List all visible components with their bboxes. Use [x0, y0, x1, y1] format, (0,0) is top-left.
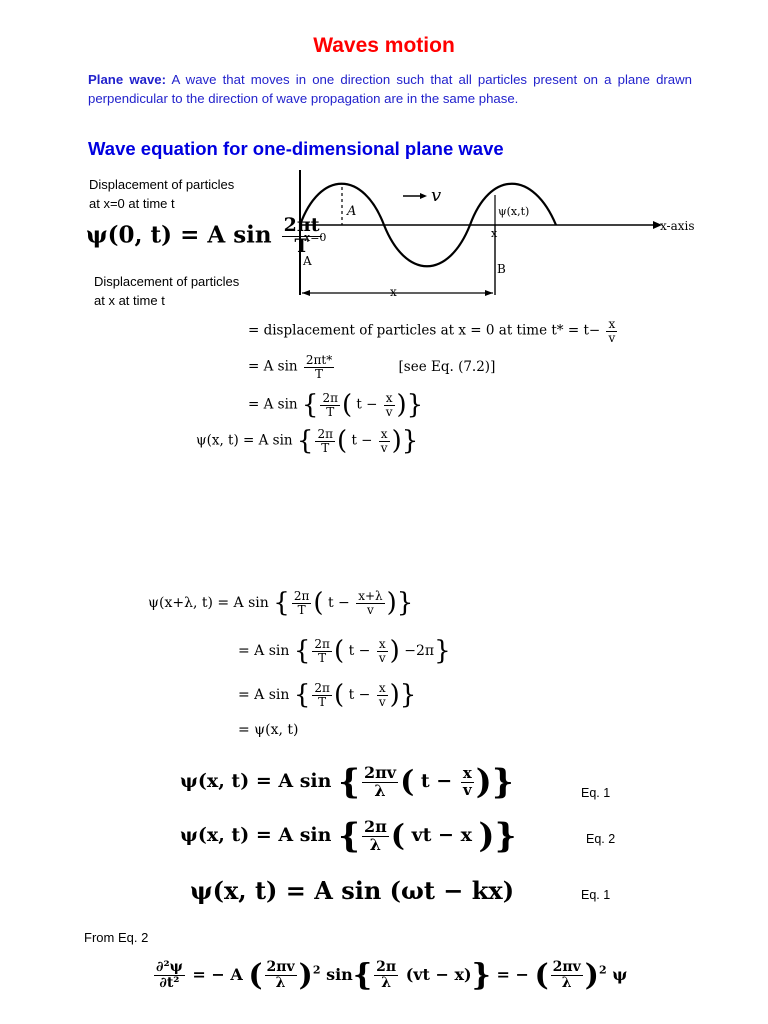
eq-label-1: Eq. 1: [581, 786, 611, 800]
equation-3: ψ(x, t) = A sin (ωt − kx): [190, 876, 515, 905]
point-a-label: A: [303, 254, 312, 268]
derivation-line-4: ψ(x, t) = A sin { $\frac{2\pi}{T}$ ( t − $\frac{x}{v}$ )}: [196, 426, 419, 456]
periodic-line-3: = A sin { $\frac{2\pi}{T}$ ( t − $\frac{x}{v}$ )}: [238, 680, 417, 710]
point-b-label: B: [497, 262, 506, 276]
equation-1: ψ(x, t) = A sin { $\frac{2\pi v}{\lambda}$ ( t − $\frac{x}{v}$ )}: [180, 762, 514, 802]
plane-wave-definition: [88, 70, 692, 108]
periodic-line-4: = ψ(x, t): [238, 722, 299, 738]
derivation-line-1: = displacement of particles at x = 0 at time t* = t− $\frac{x}{v}$: [248, 317, 616, 345]
x-mark-label: x: [491, 227, 498, 240]
periodic-line-1: ψ(x+λ, t) = A sin { $\frac{2\pi}{T}$ ( t − $\frac{x+\lambda}{v}$ )}: [148, 588, 414, 618]
note-displacement-x0: Displacement of particles at x=0 at time t: [89, 177, 235, 211]
derivation-line-2: = A sin $\frac{2\pi t*}{T}$ [see Eq. (7.2)]: [248, 353, 496, 381]
wave-diagram: [288, 165, 728, 305]
x-dimension-label: x: [390, 285, 397, 299]
note-from-eq2: From Eq. 2: [84, 930, 149, 945]
equation-psi-zero: ψ(0, t) = A sin $\frac{2\pi t}{T}$: [86, 214, 320, 257]
velocity-arrowhead: [420, 193, 427, 199]
definition-text: A wave that moves in one direction such that all particles present on a plane drawn perpendicular to the direction of wave propagation are in the same phase.: [88, 72, 692, 106]
equation-second-derivative: $\frac{\text{∂²ψ}}{\text{∂t²}}$ = − A ( $\frac{2\pi v}{\lambda}$ )$^2$ sin{ $\frac{2\pi}{\lambda}$ (vt − x)} = − ( $\frac{2\pi v}{\lambda}$ )$^2$ ψ: [156, 958, 628, 993]
x0-label: x=0: [304, 231, 327, 244]
amplitude-label: A: [347, 204, 357, 219]
definition-term: Plane wave:: [88, 72, 166, 87]
periodic-line-2: = A sin { $\frac{2\pi}{T}$ ( t − $\frac{x}{v}$ ) −2π}: [238, 636, 451, 666]
psi-label: ψ(x,t): [498, 205, 530, 218]
derivation-line-3: = A sin { $\frac{2\pi}{T}$ ( t − $\frac{x}{v}$ )}: [248, 390, 424, 420]
eq-label-3: Eq. 1: [581, 888, 611, 902]
velocity-label: v: [431, 185, 442, 206]
page-title: Waves motion: [313, 34, 455, 57]
eq-label-2: Eq. 2: [586, 832, 616, 846]
x-axis-label: x-axis: [660, 219, 695, 233]
equation-2: ψ(x, t) = A sin { $\frac{2\pi}{\lambda}$ ( vt − x )}: [180, 816, 517, 856]
note-displacement-x: Displacement of particles at x at time t: [94, 274, 240, 308]
section-heading: Wave equation for one-dimensional plane wave: [88, 138, 504, 159]
